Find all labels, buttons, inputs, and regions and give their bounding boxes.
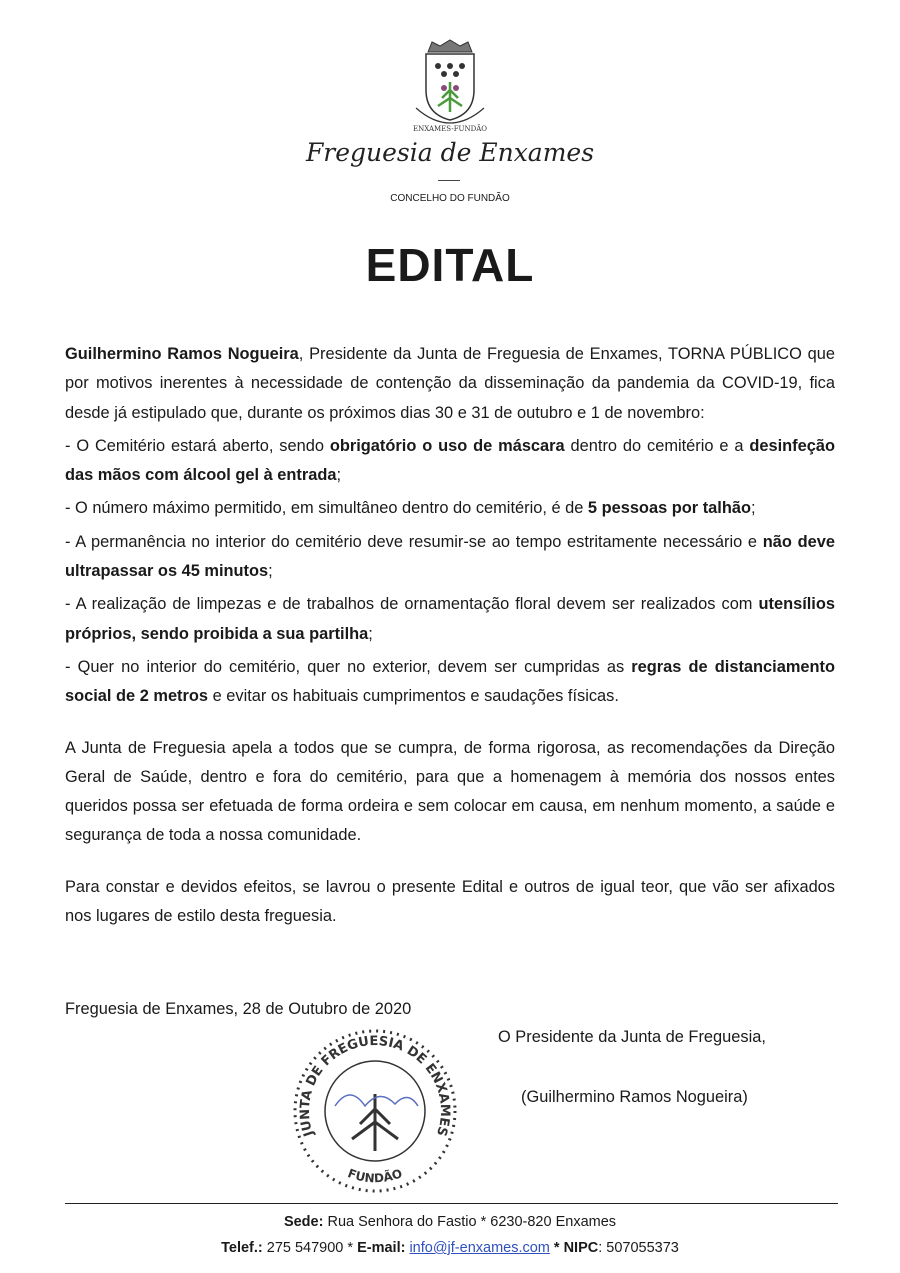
- signature-name: (Guilhermino Ramos Nogueira): [521, 1088, 748, 1106]
- document-body: [65, 340, 835, 931]
- official-stamp: [290, 1026, 460, 1196]
- footer-address: Sede: Rua Senhora do Fastio * 6230-820 Enxames: [283, 1214, 617, 1230]
- rule-item: - A permanência no interior do cemitério deve resumir-se ao tempo estritamente necessário e não deve ultrapassar os 45 minutos;: [65, 532, 835, 581]
- closing-paragraph: Para constar e devidos efeitos, se lavrou o presente Edital e outros de igual teor, que vão ser afixados nos lugares de estilo desta freguesia.: [65, 877, 835, 926]
- svg-text:ENXAMES-FUNDÃO: ENXAMES-FUNDÃO: [412, 125, 488, 133]
- divider: [438, 180, 460, 181]
- svg-text:FUNDÃO: FUNDÃO: [345, 1166, 405, 1186]
- signature-role: O Presidente da Junta de Freguesia,: [498, 1028, 766, 1046]
- footer-divider: [65, 1203, 838, 1204]
- rule-item: - Quer no interior do cemitério, quer no exterior, devem ser cumpridas as regras de distanciamento social de 2 metros e evitar os habituais cumprimentos e saudações físicas.: [65, 657, 835, 706]
- svg-text:JUNTA DE FREGUESIA DE ENXAMES: JUNTA DE FREGUESIA DE ENXAMES: [297, 1034, 453, 1139]
- parish-name: Freguesia de Enxames: [305, 138, 595, 167]
- rule-item: - O Cemitério estará aberto, sendo obrigatório o uso de máscara dentro do cemitério e a desinfeção das mãos com álcool gel à entrada;: [65, 436, 835, 485]
- footer-contacts: Telef.: 275 547900 * E-mail: info@jf-enxames.com * NIPC: 507055373: [221, 1240, 679, 1256]
- appeal-paragraph: A Junta de Freguesia apela a todos que se cumpra, de forma rigorosa, as recomendações da Direção Geral de Saúde, dentro e fora do cemitério, para que a homenagem à memória dos nossos entes queridos possa ser efetuada de forma ordeira e sem colocar em causa, em nenhum momento, a saúde e segurança de toda a nossa comunidade.: [65, 738, 835, 845]
- document-title: EDITAL: [365, 239, 535, 291]
- rule-item: - A realização de limpezas e de trabalhos de ornamentação floral devem ser realizados com utensílios próprios, sendo proibida a sua partilha;: [65, 595, 835, 643]
- intro-paragraph: Guilhermino Ramos Nogueira, Presidente da Junta de Freguesia de Enxames, TORNA PÚBLICO que por motivos inerentes à necessidade de contenção da disseminação da pandemia da COVID-19, fica desde já estipulado que, durante os próximos dias 30 e 31 de outubro e 1 de novembro:: [65, 345, 835, 422]
- municipality: CONCELHO DO FUNDÃO: [390, 193, 510, 204]
- rule-item: - O número máximo permitido, em simultâneo dentro do cemitério, é de 5 pessoas por talhão;: [65, 499, 756, 518]
- date-line: Freguesia de Enxames, 28 de Outubro de 2020: [65, 1000, 412, 1018]
- coat-of-arms-logo: [398, 38, 502, 138]
- email-link[interactable]: info@jf-enxames.com: [409, 1240, 550, 1256]
